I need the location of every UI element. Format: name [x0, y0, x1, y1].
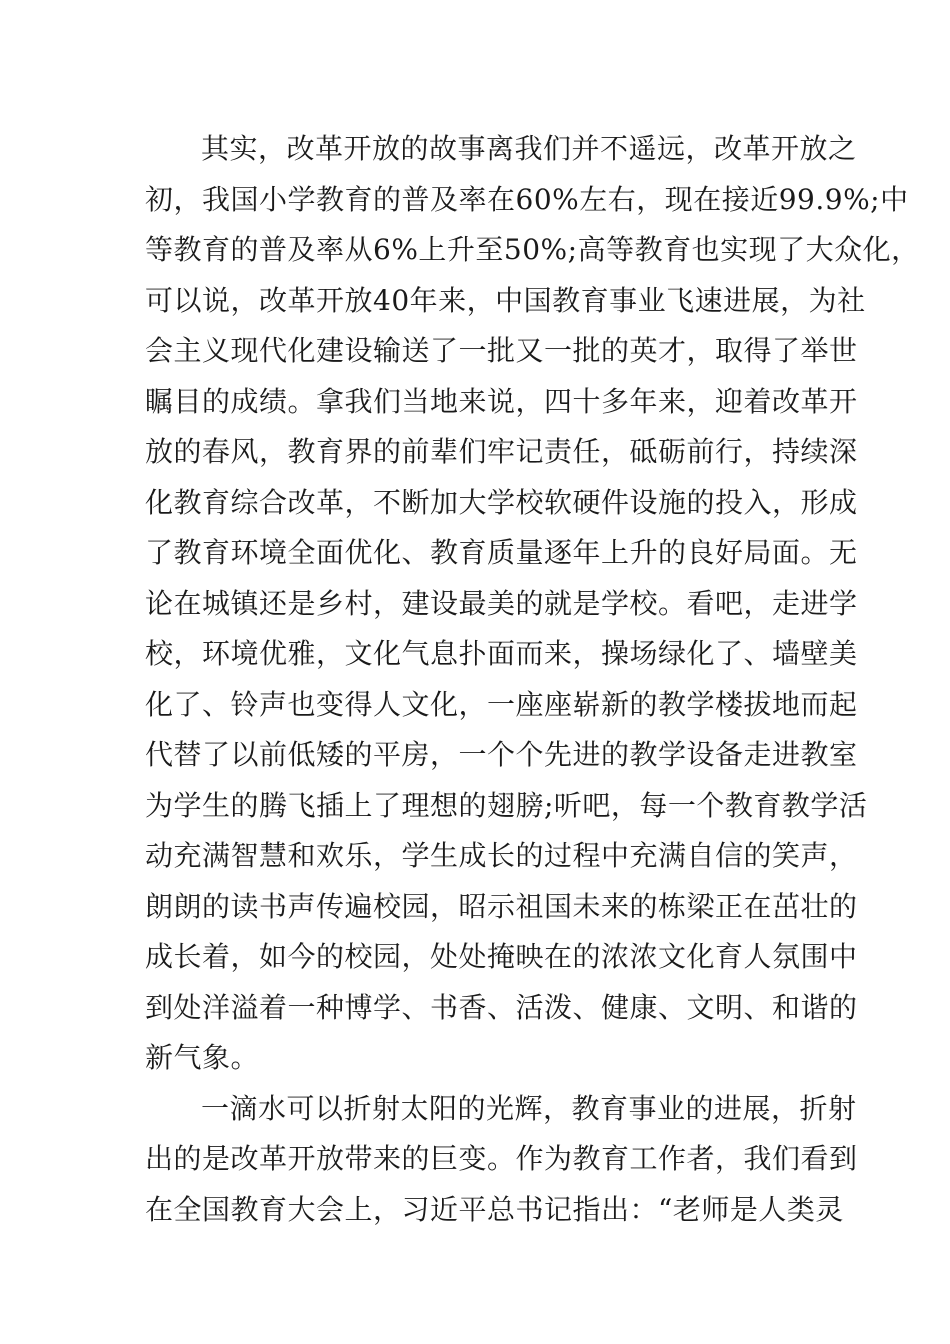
paragraph-2-line-2: 出的是改革开放带来的巨变。作为教育工作者，我们看到 [145, 1142, 858, 1175]
paragraph-1-line-8: 化教育综合改革，不断加大学校软硬件设施的投入，形成 [145, 485, 858, 519]
paragraph-1-line-18: 到处洋溢着一种博学、书香、活泼、健康、文明、和谐的 [145, 990, 858, 1024]
paragraph-1-line-17: 成长着，如今的校园，处处掩映在的浓浓文化育人氛围中 [145, 940, 858, 973]
paragraph-1-line-1: 其实，改革开放的故事离我们并不遥远，改革开放之 [201, 132, 857, 165]
paragraph-2-line-3: 在全国教育大会上，习近平总书记指出：“老师是人类灵 [145, 1192, 844, 1226]
paragraph-1-line-13: 代替了以前低矮的平房，一个个先进的教学设备走进教室 [145, 738, 858, 771]
paragraph-1-line-19: 新气象。 [145, 1041, 260, 1074]
paragraph-2-line-1: 一滴水可以折射太阳的光辉，教育事业的进展，折射 [201, 1091, 857, 1125]
paragraph-1-line-12: 化了、铃声也变得人文化，一座座崭新的教学楼拔地而起 [145, 687, 858, 721]
paragraph-1-line-6: 瞩目的成绩。拿我们当地来说，四十多年来，迎着改革开 [145, 384, 858, 418]
paragraph-1-line-5: 会主义现代化建设输送了一批又一批的英才，取得了举世 [145, 334, 858, 367]
paragraph-1-line-3: 等教育的普及率从6%上升至50%;高等教育也实现了大众化， [145, 233, 920, 266]
paragraph-1-line-16: 朗朗的读书声传遍校园，昭示祖国未来的栋梁正在茁壮的 [145, 889, 858, 923]
paragraph-1-line-2: 初，我国小学教育的普及率在60%左右，现在接近99.9%;中 [145, 182, 909, 216]
paragraph-1-line-9: 了教育环境全面优化、教育质量逐年上升的良好局面。无 [145, 536, 858, 569]
paragraph-1-line-4: 可以说，改革开放40年来，中国教育事业飞速进展，为社 [145, 283, 866, 317]
body-text [145, 124, 920, 1235]
paragraph-1-line-7: 放的春风，教育界的前辈们牢记责任，砥砺前行，持续深 [145, 435, 858, 468]
paragraph-1-line-14: 为学生的腾飞插上了理想的翅膀;听吧，每一个教育教学活 [145, 788, 868, 822]
paragraph-1-line-11: 校，环境优雅，文化气息扑面而来，操场绿化了、墙壁美 [145, 637, 858, 670]
paragraph-1-line-10: 论在城镇还是乡村，建设最美的就是学校。看吧，走进学 [145, 586, 858, 620]
paragraph-1-line-15: 动充满智慧和欢乐，学生成长的过程中充满自信的笑声， [145, 839, 858, 872]
